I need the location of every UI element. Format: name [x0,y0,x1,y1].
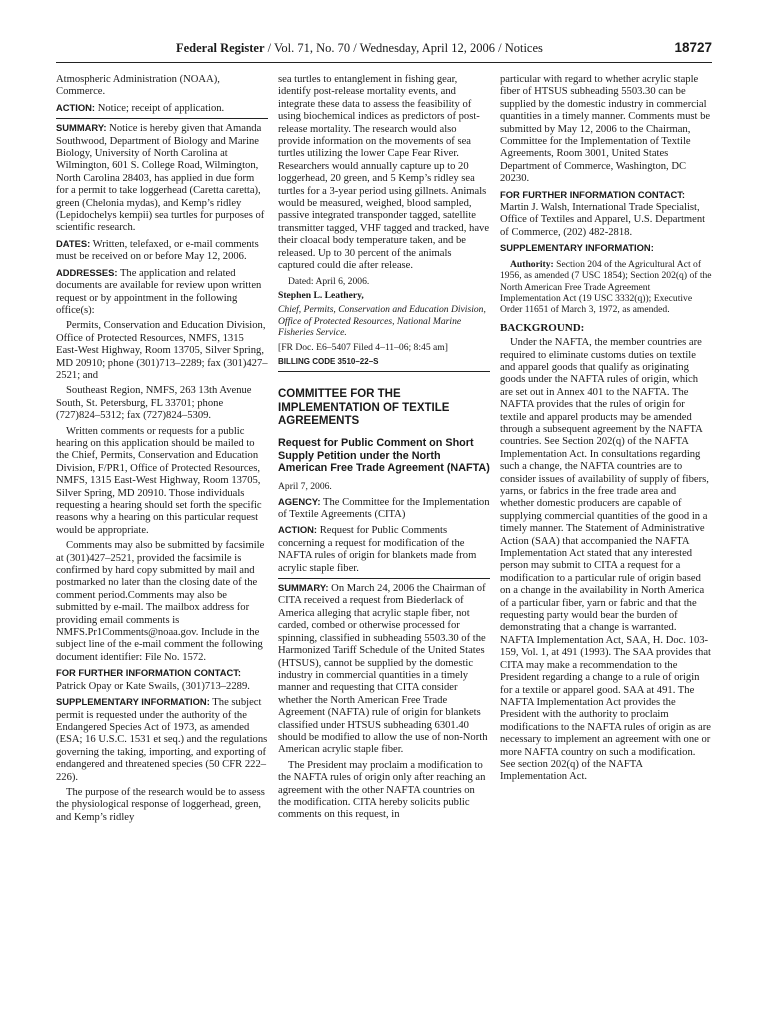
divider [278,578,490,579]
dates-para [56,238,268,264]
document-date: April 7, 2006. [278,481,332,493]
ffi-para-2 [500,189,712,240]
summary-label-2: SUMMARY: [278,582,329,594]
background-para: Under the NAFTA, the member countries are required to eliminate customs duties on textile and apparel goods that qualify as originating goods under the NAFTA rules of origin, which are set out in Annex 401 to the NAFTA. The NAFTA provides that the rules of origin for textile and apparel products may be amended through a subsequent agreement by the NAFTA countries. See Section 202(q) of the NAFTA Implementation Act. In consultations regarding such a change, the NAFTA countries are to consider issues of availability of supply of fibers, yarns, or fabrics in the free trade area and whether domestic producers are capable of supplying commercial quantities of the good in a timely manner. The Statement of Administrative Action (SAA) that accompanied the NAFTA Implementation Act stated that any interested person may submit to CITA a request for a modification to a particular rule of origin based on a change in the availability in North America of a particular fiber, yarn or fabric and that the requesting party would bear the burden of demonstrating that a change is warranted. NAFTA Implementation Act, SAA, H. Doc. 103-159, Vol. 1, at 491 (1993). The SAA provides that CITA may make a recommendation to the President regarding a change to a rule of origin for a textile or apparel good. SAA at 491. The NAFTA Implementation Act provides the President with the authority to proclaim modifications to the NAFTA rules of origin as are necessary to implement an agreement with one or more NAFTA country on such a modification. See section 202(q) of the NAFTA Implementation Act. [500,337,711,783]
supp-text: The subject permit is requested under the authority of the Endangered Species Act of 1973, as amended (ESA; 16 U.S.C. 1531 et seq.) and the regulations governing the taking, importing, and exporting of endangered and threatened species (50 CFR 222–226). [56,697,268,783]
ffi-label: FOR FURTHER INFORMATION CONTACT: [56,667,242,679]
authority-para [500,259,712,316]
committee-heading: COMMITTEE FOR THE IMPLEMENTATION OF TEXTILE AGREEMENTS [278,388,450,428]
summary-para-2 [278,582,490,757]
supp-label: SUPPLEMENTARY INFORMATION: [56,696,210,708]
agency-text: The Committee for the Implementation of Textile Agreements (CITA) [278,496,490,521]
addresses-text: The application and related documents are available for review upon written request or by appointment in the following office(s): [56,267,262,316]
page-header [56,40,712,63]
supp-para [56,696,268,784]
signer-title: Chief, Permits, Conservation and Education Division, Office of Protected Resources, National Marine Fisheries Service. [278,304,486,339]
column-3 [500,74,712,787]
agency-para [278,496,490,522]
agency-continued: Atmospheric Administration (NOAA), Commerce. [56,74,220,98]
ffi-text: Patrick Opay or Kate Swails, (301)713–2289. [56,680,250,692]
signer-name: Stephen L. Leathery, [278,289,364,301]
summary-text: Notice is hereby given that Amanda Southwood, Department of Biology and Marine Biology, University of North Carolina at Wilmington, 601 S. College Road, Wilmington, North Carolina 28403, has applied in due form for a permit to take loggerhead (Caretta caretta), green (Chelonia mydas), and Kemp’s ridley (Lepidochelys kempii) sea turtles for purposes of scientific research. [56,123,265,234]
ffi-text-2: Martin J. Walsh, International Trade Specialist, Office of Textiles and Apparel, U.S. Department of Commerce, (202) 482-2818. [500,202,706,238]
summary-text-2: On March 24, 2006 the Chairman of CITA received a request from Biederlack of America alleging that acrylic staple fiber, not carded, combed or otherwise processed for spinning, classified in subheading 5503.30 of the Harmonized Tariff Schedule of the United States (HTSUS), cannot be supplied by the domestic industry in commercial quantities in a timely manner and requesting that CITA consider whether the North American Free Trade Agreement (NAFTA) rule of origin for blankets classified under HTSUS subheading 6301.40 should be modified to allow the use of non-North American acrylic staple fiber. [278,583,488,756]
column-2 [278,74,490,825]
billing-code: BILLING CODE 3510–22–S [278,356,379,366]
divider [56,118,268,119]
header-citation [176,41,543,56]
action-para [56,102,268,115]
authority-text: Section 204 of the Agricultural Act of 1956, as amended (7 USC 1854); Section 202(q) of the North American Free Trade Agreement Implementation Act (19 USC 3332(q)); Executive Order 11651 of March 3, 1972, as amended. [500,258,712,316]
supp-label-2: SUPPLEMENTARY INFORMATION: [500,242,654,254]
written-comments: Written comments or requests for a public hearing on this application should be mailed to the Chief, Permits, Conservation and Education Division, F/PR1, Office of Protected Resources, NMFS, 1315 East-West Highway, Room 13705, Silver Spring, MD 20910. Those individuals requesting a hearing should set forth the specific reasons why a hearing on this particular request would be appropriate. [56,425,262,536]
summary-para [56,122,268,235]
summary-label: SUMMARY: [56,122,107,134]
action-label-2: ACTION: [278,524,318,536]
action-label: ACTION: [56,101,96,113]
document-title: Request for Public Comment on Short Supply Petition under the North American Free Trade Agreement (NAFTA) [278,436,490,475]
dates-text: Written, telefaxed, or e-mail comments must be received on or before May 12, 2006. [56,238,259,263]
dated-line: Dated: April 6, 2006. [288,275,370,287]
research-continued: sea turtles to entanglement in fishing gear, identify post-release mortality events, and integrate these data to assess the feasibility of using biochemical indices as predictors of post-release mortality. The research would also provide information on the movements of sea turtles utilizing the lower Cape Fear River. Researchers would annually capture up to 20 loggerhead, 20 green, and 5 Kemp’s ridley sea turtles for a 3-year period using gillnets. Animals would be measured, weighed, blood sampled, passive integrated transponder tagged, satellite transmitter tagged, VHF tagged and tracked, have their cloacal body temperature taken, and be released. Up to 30 percent of the animals captured could die after release. [278,74,490,272]
authority-label: Authority: [510,258,554,270]
agency-label: AGENCY: [278,495,321,507]
action-text-2: Request for Public Comments concerning a request for modification of the NAFTA rules of origin for blankets made from acrylic staple fiber. [278,525,477,574]
purpose-para: The purpose of the research would be to assess the physiological response of loggerhead, green, and Kemp’s ridley [56,786,265,823]
fr-doc-line: [FR Doc. E6–5407 Filed 4–11–06; 8:45 am] [278,341,448,353]
fax-comments: Comments may also be submitted by facsimile at (301)427–2521, provided the facsimile is confirmed by hard copy submitted by mail and postmarked no later than the closing date of the comment period.Comments may also be submitted by e-mail. The mailbox address for providing email comments is NMFS.Pr1Comments@noaa.gov. Include in the subject line of the e-mail comment the following document identifier: File No. 1572. [56,540,265,663]
office-2: Southeast Region, NMFS, 263 13th Avenue South, St. Petersburg, FL 33701; phone (727)824–5312; fax (727)824–5309. [56,385,252,422]
supp-para-2 [500,242,712,255]
dates-label: DATES: [56,237,91,249]
addresses-para [56,267,268,318]
action-para-2 [278,524,490,575]
office-1: Permits, Conservation and Education Division, Office of Protected Resources, NMFS, 1315 East-West Highway, Room 13705, Silver Spring, MD 20910; phone (301)713–2289; fax (301)427–2521; and [56,320,268,381]
journal-name: Federal Register [176,41,265,55]
page-number: 18727 [674,40,712,55]
addresses-label: ADDRESSES: [56,266,118,278]
ffi-para [56,667,268,693]
ffi-label-2: FOR FURTHER INFORMATION CONTACT: [500,188,686,200]
column-1 [56,74,268,827]
issue-info: / Vol. 71, No. 70 / Wednesday, April 12, 2006 / Notices [267,41,543,55]
background-heading: BACKGROUND: [500,321,585,334]
action-text: Notice; receipt of application. [97,102,225,114]
president-para: The President may proclaim a modification to the NAFTA rules of origin only after reaching an agreement with the other NAFTA countries on the modification. CITA hereby solicits public comments on this request, in [278,759,486,821]
request-continued: particular with regard to whether acrylic staple fiber of HTSUS subheading 5503.30 can be supplied by the domestic industry in commercial quantities in a timely manner. Comments must be submitted by May 12, 2006 to the Chairman, Committee for the Implementation of Textile Agreements, Room 3001, United States Department of Commerce, Washington, DC 20230. [500,74,711,185]
divider [278,371,490,372]
